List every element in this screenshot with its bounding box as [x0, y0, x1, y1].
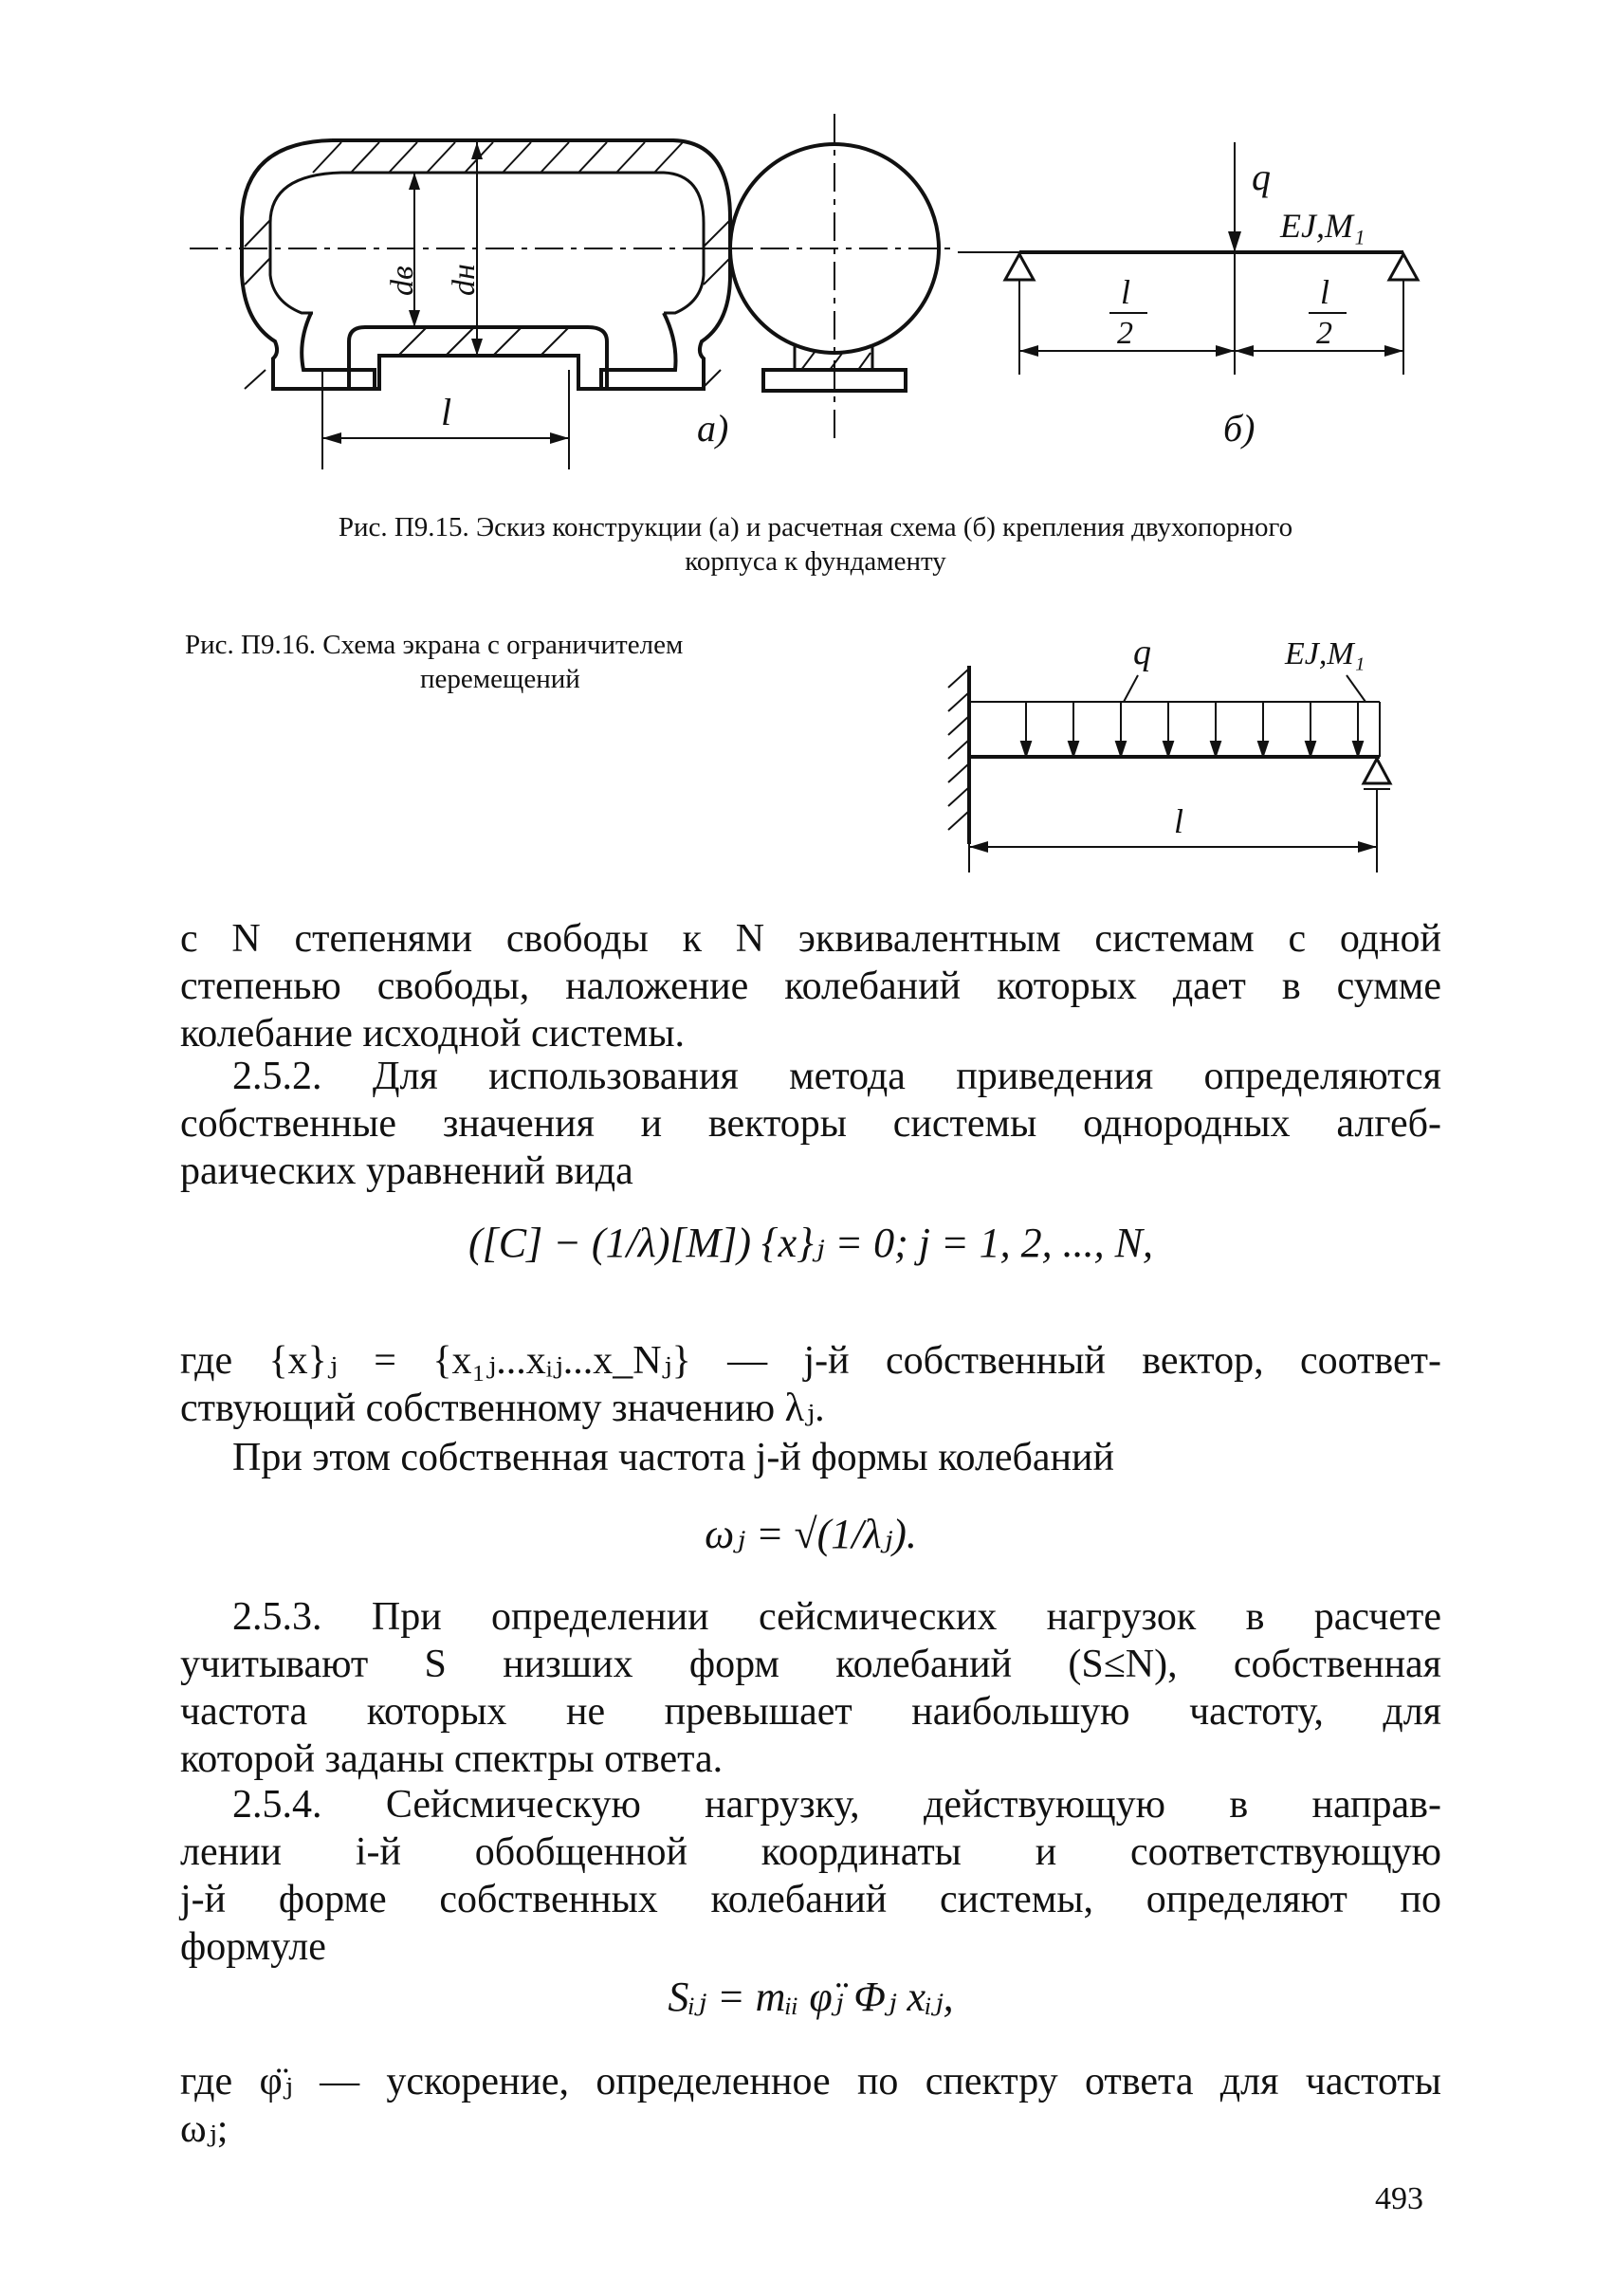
paragraph-7: где φ̈ⱼ — ускорение, определенное по спектру ответа для частоты ωⱼ; — [180, 2060, 1441, 2151]
fig15-ej-label: EJ,M₁ — [1280, 207, 1366, 245]
svg-text:2: 2 — [1316, 316, 1332, 351]
figure-15-caption: Рис. П9.15. Эскиз конструкции (а) и расчетная схема (б) крепления двухопорного корпуса к фундаменту — [338, 512, 1293, 577]
svg-text:l: l — [1121, 273, 1131, 311]
right-support — [1389, 254, 1418, 280]
figure-16-caption: Рис. П9.16. Схема экрана с ограничителем перемещений — [185, 630, 684, 694]
fig15-q-label: q — [1252, 156, 1271, 198]
fig16-l-label: l — [1174, 802, 1184, 840]
screen-support — [1364, 759, 1390, 783]
fig15-label-a: а) — [697, 407, 729, 450]
formula-eigen: ([C] − (1/λ)[M]) {x}ⱼ = 0; j = 1, 2, ..., N, — [467, 1220, 1154, 1266]
svg-text:l: l — [1320, 273, 1330, 311]
fig16-ej-label: EJ,M₁ — [1285, 636, 1366, 671]
svg-text:dн: dн — [447, 264, 482, 296]
page-number: 493 — [1375, 2181, 1423, 2216]
svg-text:2: 2 — [1117, 316, 1133, 351]
paragraph-6: 2.5.4. Сейсмическую нагрузку, действующую в направ- лении i-й обобщенной координаты и соответствующую j-й форме собственных колебаний системы, определяют по формуле — [180, 1783, 1441, 1969]
formula-frequency: ωⱼ = √(1/λⱼ). — [705, 1511, 917, 1557]
fig15-label-b: б) — [1223, 407, 1256, 450]
left-support — [1005, 254, 1034, 280]
paragraph-1: с N степенями свободы к N эквивалентным системам с одной степенью свободы, наложение колебаний которых дает в сумме колебание исходной системы. — [180, 917, 1441, 1056]
paragraph-3: где {x}ⱼ = {x₁ⱼ...xᵢⱼ...x_Nⱼ} — j-й собственный вектор, соответ- ствующий собственному значению λⱼ. — [180, 1339, 1441, 1430]
fig15-l-label: l — [441, 391, 452, 433]
housing-outer — [332, 140, 730, 389]
svg-text:dв: dв — [385, 266, 420, 296]
figure-16-diagram — [0, 616, 1613, 901]
figure-15-sketch — [0, 0, 1613, 531]
fig16-q-label: q — [1133, 633, 1151, 672]
paragraph-4: При этом собственная частота j-й формы колебаний — [232, 1436, 1114, 1479]
paragraph-5: 2.5.3. При определении сейсмических нагрузок в расчете учитывают S низших форм колебаний (S≤N), собственная частота которых не превышает наибольшую частоту, для которой заданы спектры ответа. — [180, 1595, 1441, 1781]
paragraph-2: 2.5.2. Для использования метода приведения определяются собственные значения и векторы системы однородных алгеб- раических уравнений вида — [180, 1055, 1441, 1193]
formula-seismic-load: Sᵢⱼ = mᵢᵢ φ̈ⱼ Φⱼ xᵢⱼ, — [668, 1974, 954, 2020]
